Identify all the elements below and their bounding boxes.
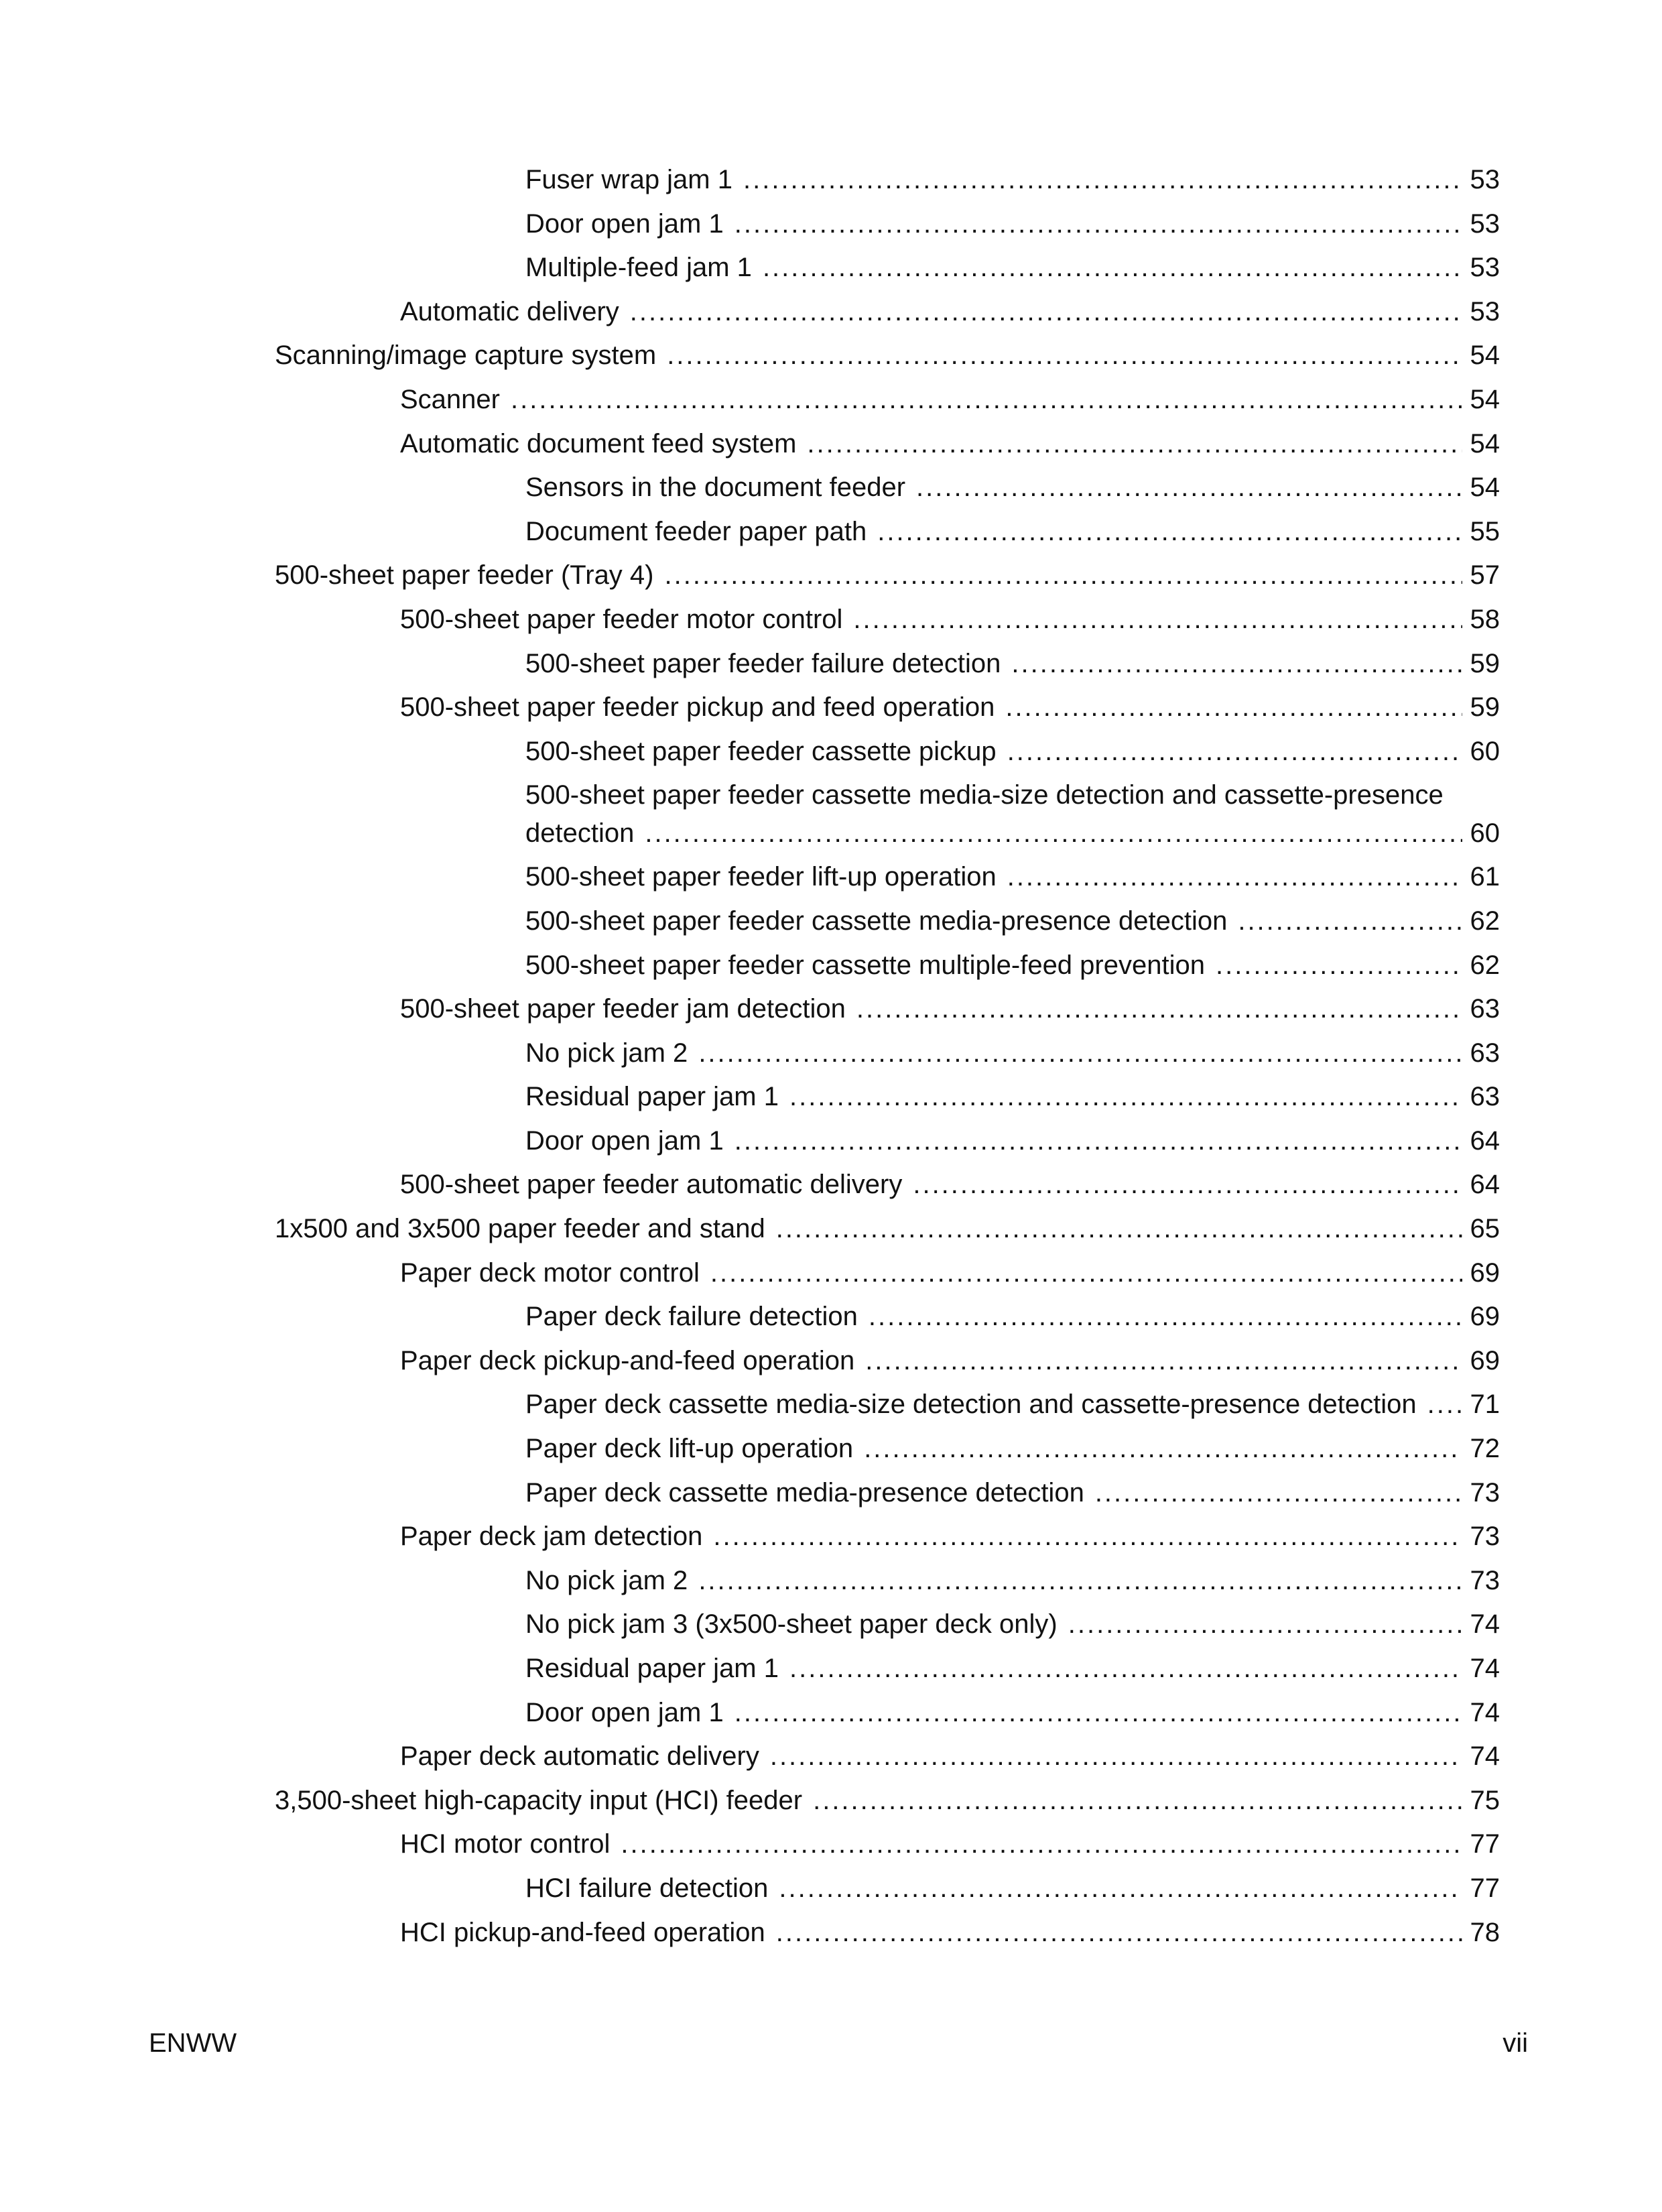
toc-page-number: 64: [1470, 1125, 1500, 1156]
toc-entry[interactable]: [0, 1032, 1662, 1076]
dot-leader: [511, 378, 1462, 422]
toc-entry-title: Paper deck lift-up operation: [525, 1434, 854, 1464]
toc-entry-title: 500-sheet paper feeder jam detection: [400, 994, 846, 1024]
dot-leader: [713, 1515, 1462, 1559]
dot-leader: [1007, 855, 1462, 900]
toc-page-number: 54: [1470, 384, 1500, 414]
toc-entry[interactable]: [0, 900, 1662, 944]
toc-page-number: 53: [1470, 253, 1500, 283]
dot-leader: [1427, 1383, 1462, 1427]
toc-entry-title: Paper deck motor control: [400, 1257, 700, 1288]
dot-leader: [734, 202, 1462, 247]
toc-entry[interactable]: [0, 246, 1662, 290]
toc-page-number: 69: [1470, 1302, 1500, 1332]
toc-entry-title: 500-sheet paper feeder motor control: [400, 604, 843, 634]
toc-entry[interactable]: [0, 1691, 1662, 1735]
toc-entry-title: No pick jam 2: [525, 1565, 688, 1595]
toc-entry-title: 500-sheet paper feeder pickup and feed operation: [400, 692, 995, 723]
toc-page-number: 74: [1470, 1654, 1500, 1683]
toc-entry[interactable]: [0, 1427, 1662, 1471]
toc-entry[interactable]: [0, 1867, 1662, 1911]
dot-leader: [864, 1427, 1462, 1471]
dot-leader: [776, 1911, 1462, 1955]
toc-page-number: 74: [1470, 1697, 1500, 1727]
dot-leader: [807, 422, 1462, 467]
toc-page-number: 53: [1470, 165, 1500, 194]
toc-entry[interactable]: [0, 510, 1662, 554]
dot-leader: [667, 334, 1462, 378]
toc-entry-title: 3,500-sheet high-capacity input (HCI) feeder: [275, 1785, 803, 1815]
toc-page-number: 62: [1470, 950, 1500, 980]
toc-page-number: 54: [1470, 428, 1500, 458]
toc-page-number: 53: [1470, 208, 1500, 239]
dot-leader: [734, 1119, 1462, 1164]
toc-entry-title: 500-sheet paper feeder (Tray 4): [275, 560, 654, 591]
toc-page-number: 72: [1470, 1434, 1500, 1464]
toc-entry[interactable]: [0, 1647, 1662, 1691]
toc-entry-title: 500-sheet paper feeder automatic delivery: [400, 1170, 903, 1200]
dot-leader: [913, 1163, 1462, 1207]
toc-page-number: 55: [1470, 516, 1500, 546]
toc-page-number: 65: [1470, 1214, 1500, 1244]
dot-leader: [621, 1823, 1462, 1867]
toc-page-number: 61: [1470, 862, 1500, 892]
dot-leader: [1011, 642, 1462, 686]
table-of-contents: [0, 158, 1662, 1955]
dot-leader: [916, 466, 1462, 510]
toc-entry-title: Paper deck jam detection: [400, 1522, 703, 1552]
toc-entry-title: Door open jam 1: [525, 1125, 724, 1156]
toc-page-number: 69: [1470, 1257, 1500, 1288]
toc-page-number: 74: [1470, 1741, 1500, 1772]
toc-entry-title: HCI motor control: [400, 1829, 611, 1859]
dot-leader: [763, 246, 1462, 290]
dot-leader: [856, 987, 1462, 1032]
toc-page-number: 54: [1470, 473, 1500, 503]
toc-entry-title: Paper deck failure detection: [525, 1302, 858, 1332]
toc-entry[interactable]: [0, 334, 1662, 378]
toc-entry[interactable]: [0, 1295, 1662, 1339]
toc-entry[interactable]: [0, 598, 1662, 642]
toc-entry-title: Fuser wrap jam 1: [525, 165, 732, 194]
toc-entry[interactable]: [0, 1471, 1662, 1516]
dot-leader: [869, 1295, 1462, 1339]
dot-leader: [1216, 944, 1462, 988]
dot-leader: [1238, 900, 1462, 944]
dot-leader: [1068, 1603, 1462, 1647]
toc-entry[interactable]: [0, 944, 1662, 988]
toc-page-number: 71: [1470, 1390, 1500, 1420]
toc-entry-title: 500-sheet paper feeder cassette media-presence detection: [525, 906, 1228, 936]
toc-page-number: 77: [1470, 1873, 1500, 1903]
toc-entry[interactable]: [0, 987, 1662, 1032]
toc-entry[interactable]: [0, 730, 1662, 774]
dot-leader: [877, 510, 1462, 554]
toc-entry-title: HCI pickup-and-feed operation: [400, 1917, 765, 1947]
toc-entry-title: 500-sheet paper feeder failure detection: [525, 648, 1001, 678]
toc-entry-title: Automatic document feed system: [400, 428, 797, 458]
toc-page-number: 62: [1470, 906, 1500, 936]
dot-leader: [770, 1735, 1462, 1779]
toc-entry-title: No pick jam 3 (3x500-sheet paper deck only): [525, 1609, 1058, 1640]
toc-page-number: 60: [1470, 818, 1500, 848]
toc-entry-title: Paper deck cassette media-presence detection: [525, 1477, 1084, 1508]
toc-entry[interactable]: [0, 642, 1662, 686]
toc-page-number: 74: [1470, 1609, 1500, 1640]
toc-entry[interactable]: [0, 1207, 1662, 1251]
toc-entry[interactable]: [0, 422, 1662, 467]
toc-page-number: 64: [1470, 1170, 1500, 1200]
toc-entry-title: Sensors in the document feeder: [525, 473, 906, 503]
toc-page-number: 75: [1470, 1785, 1500, 1815]
toc-page-number: 59: [1470, 648, 1500, 678]
dot-leader: [698, 1559, 1462, 1603]
toc-page-number: 73: [1470, 1477, 1500, 1508]
toc-entry[interactable]: [0, 378, 1662, 422]
toc-entry[interactable]: [0, 1119, 1662, 1164]
toc-entry[interactable]: [0, 1779, 1662, 1823]
dot-leader: [710, 1251, 1462, 1296]
toc-entry[interactable]: [0, 1559, 1662, 1603]
dot-leader: [1007, 730, 1462, 774]
dot-leader: [813, 1779, 1462, 1823]
toc-entry[interactable]: [0, 686, 1662, 730]
toc-entry[interactable]: [0, 1911, 1662, 1955]
dot-leader: [789, 1647, 1462, 1691]
toc-page-number: 63: [1470, 1038, 1500, 1068]
toc-page-number: 73: [1470, 1565, 1500, 1595]
toc-entry[interactable]: [0, 1075, 1662, 1119]
toc-entry[interactable]: [0, 774, 1662, 855]
toc-entry-title-continued: detection: [525, 818, 635, 848]
toc-page-number: 54: [1470, 341, 1500, 371]
toc-entry-title: 500-sheet paper feeder cassette multiple-feed prevention: [525, 950, 1205, 980]
toc-page-number: 63: [1470, 994, 1500, 1024]
toc-entry[interactable]: [0, 1735, 1662, 1779]
toc-page-number: 78: [1470, 1917, 1500, 1947]
toc-page-number: 53: [1470, 296, 1500, 326]
toc-entry[interactable]: [0, 1383, 1662, 1427]
toc-entry[interactable]: [0, 1603, 1662, 1647]
toc-entry-title: Paper deck automatic delivery: [400, 1741, 759, 1772]
toc-entry[interactable]: [0, 1163, 1662, 1207]
dot-leader: [1005, 686, 1462, 730]
dot-leader: [698, 1032, 1462, 1076]
toc-entry[interactable]: [0, 554, 1662, 598]
toc-page-number: 57: [1470, 560, 1500, 591]
footer-page-number: vii: [1503, 2028, 1528, 2058]
toc-page-number: 77: [1470, 1829, 1500, 1859]
toc-entry-title: 500-sheet paper feeder lift-up operation: [525, 862, 997, 892]
dot-leader: [665, 554, 1462, 598]
toc-entry-title: Multiple-feed jam 1: [525, 253, 752, 283]
toc-entry[interactable]: [0, 202, 1662, 247]
toc-entry-title: 1x500 and 3x500 paper feeder and stand: [275, 1214, 765, 1244]
toc-entry-title: Paper deck cassette media-size detection and cassette-presence detection: [525, 1390, 1417, 1420]
toc-entry-title: Door open jam 1: [525, 208, 724, 239]
toc-entry-title: Residual paper jam 1: [525, 1654, 779, 1683]
toc-entry-title: Document feeder paper path: [525, 516, 867, 546]
dot-leader: [630, 290, 1462, 334]
toc-page-number: 63: [1470, 1082, 1500, 1112]
toc-entry-title: Scanning/image capture system: [275, 341, 657, 371]
dot-leader: [743, 158, 1462, 202]
toc-page-number: 59: [1470, 692, 1500, 723]
toc-entry-title: 500-sheet paper feeder cassette pickup: [525, 736, 997, 766]
dot-leader: [779, 1867, 1462, 1911]
dot-leader: [865, 1339, 1462, 1384]
toc-entry[interactable]: [0, 1339, 1662, 1384]
toc-page-number: 58: [1470, 604, 1500, 634]
dot-leader: [1095, 1471, 1462, 1516]
toc-entry[interactable]: [0, 1823, 1662, 1867]
dot-leader: [853, 598, 1462, 642]
toc-page-number: 60: [1470, 736, 1500, 766]
dot-leader: [734, 1691, 1462, 1735]
toc-entry-title: Door open jam 1: [525, 1697, 724, 1727]
toc-entry-title: Automatic delivery: [400, 296, 619, 326]
toc-entry[interactable]: [0, 855, 1662, 900]
toc-entry-title: Paper deck pickup-and-feed operation: [400, 1345, 855, 1375]
toc-page-number: 73: [1470, 1522, 1500, 1552]
footer-doc-code: ENWW: [149, 2028, 237, 2058]
toc-entry-title: HCI failure detection: [525, 1873, 769, 1903]
toc-entry-title: No pick jam 2: [525, 1038, 688, 1068]
toc-entry[interactable]: [0, 290, 1662, 334]
toc-entry-title: 500-sheet paper feeder cassette media-size detection and cassette-presence: [525, 780, 1444, 810]
toc-page-number: 69: [1470, 1345, 1500, 1375]
toc-entry[interactable]: [0, 158, 1662, 202]
toc-entry-title: Scanner: [400, 384, 500, 414]
dot-leader: [789, 1075, 1462, 1119]
toc-entry-title: Residual paper jam 1: [525, 1082, 779, 1112]
dot-leader: [776, 1207, 1462, 1251]
toc-entry[interactable]: [0, 1251, 1662, 1296]
toc-entry[interactable]: [0, 466, 1662, 510]
toc-entry[interactable]: [0, 1515, 1662, 1559]
dot-leader: [645, 812, 1462, 856]
